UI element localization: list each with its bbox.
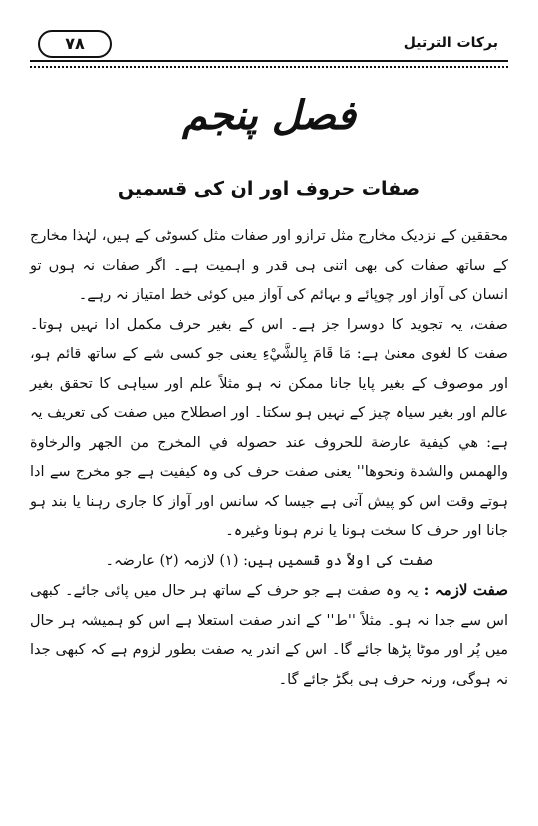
term-paragraph bbox=[30, 576, 508, 695]
term-label: صفت لازمہ : bbox=[423, 581, 508, 599]
header-dotted-rule bbox=[30, 66, 508, 68]
term-text: یہ وہ صفت ہے جو حرف کے ساتھ ہر حال میں پائی جائے۔ کبھی اس سے جدا نہ ہو۔ مثلاً ''ط'' کے اندر صفت استعلا ہے اس کو ہمیشہ ہر حال میں پُر اور موٹا پڑھا جائے گا۔ اس کے اندر یہ صفت بطور لزوم ہے کہ کبھی جدا نہ ہوگی، ورنہ حرف ہی بگڑ جائے گا۔ bbox=[30, 583, 508, 688]
paragraph: محققین کے نزدیک مخارج مثل ترازو اور صفات مثل کسوٹی کے ہیں، لہٰذا مخارج کے ساتھ صفات کی بھی اتنی ہی قدر و اہمیت ہے۔ اگر صفات نہ ہوں تو انسان کی آواز اور چوپائے و بہائم کی آواز میں کوئی خط امتیاز نہ رہے۔ bbox=[30, 228, 508, 303]
paragraph: صفت کی اولاً دو قسمیں ہیں: (۱) لازمہ (۲) عارضہ۔ bbox=[105, 552, 433, 569]
paragraph: صفت، یہ تجوید کا دوسرا جز ہے۔ اس کے بغیر حرف مکمل ادا نہیں ہوتا۔ صفت کا لغوی معنیٰ ہے: مَا قَامَ بِالشَّيْءِ یعنی جو کسی شے کے ساتھ قائم ہو، اور موصوف کے بغیر پایا جانا ممکن نہ ہو مثلاً علم اور سیاہی کا تحقق بغیر عالم اور بغیر سیاہ چیز کے نہیں ہو سکتا۔ اور اصطلاح میں صفت کی تعریف یہ ہے: هي كيفية عارضة للحروف عند حصوله في المخرج من الجهر والرخاوة والهمس والشدة ونحوها'' یعنی صفت حرف کی وہ کیفیت ہے جو مخرج سے ادا ہوتے وقت اس کو پیش آتی ہے جیسا کہ سانس اور آواز کا جاری رہنا یا بند ہو جانا اور حرف کا سخت ہونا یا نرم ہونا وغیرہ۔ bbox=[30, 316, 508, 539]
book-title: برکات الترتیل bbox=[403, 35, 498, 51]
page-number-badge: ۷۸ bbox=[38, 30, 112, 58]
page-header bbox=[30, 26, 508, 60]
chapter-title: فصل پنجم bbox=[182, 92, 356, 139]
header-rule bbox=[30, 60, 508, 62]
section-heading: صفات حروف اور ان کی قسمیں bbox=[117, 178, 421, 200]
body-text bbox=[30, 222, 508, 695]
